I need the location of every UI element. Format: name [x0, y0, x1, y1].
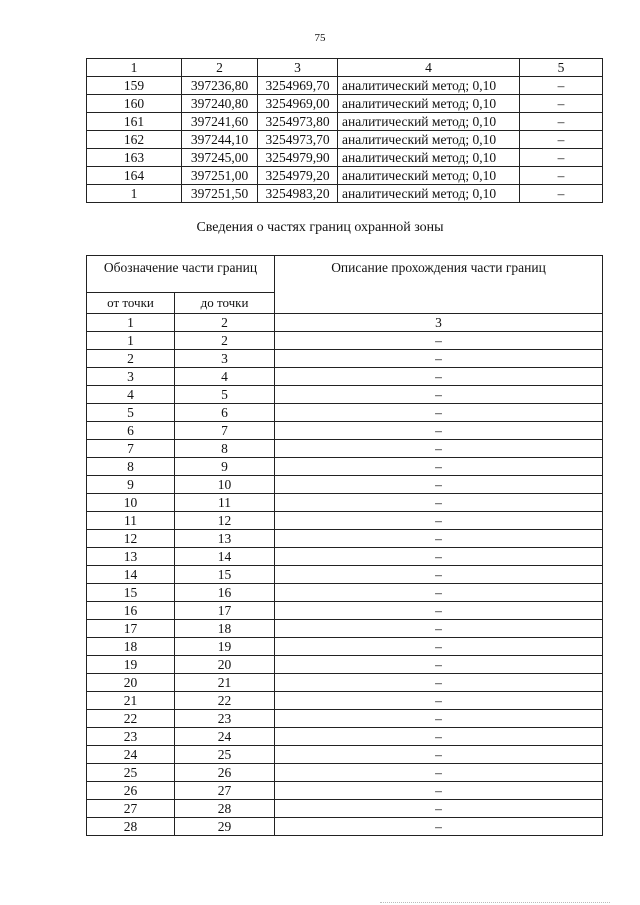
table-cell: – [275, 350, 603, 368]
table-cell: 160 [87, 95, 182, 113]
table-cell: – [275, 422, 603, 440]
table-cell: 4 [87, 386, 175, 404]
table-cell: 19 [87, 656, 175, 674]
table-cell: 23 [87, 728, 175, 746]
header-to-point: до точки [175, 293, 275, 314]
header-part-designation: Обозначение части границ [87, 256, 275, 293]
table-cell: – [275, 620, 603, 638]
table-cell: – [275, 764, 603, 782]
table-cell: – [275, 494, 603, 512]
table-cell: 7 [175, 422, 275, 440]
table-cell: 8 [175, 440, 275, 458]
table-row [87, 167, 603, 185]
column-index-cell: 2 [175, 314, 275, 332]
header-from-point: от точки [87, 293, 175, 314]
table-cell: – [275, 782, 603, 800]
table-row [87, 386, 603, 404]
table-cell: – [275, 818, 603, 836]
table-row [87, 149, 603, 167]
table-cell: 21 [87, 692, 175, 710]
table-cell: аналитический метод; 0,10 [338, 95, 520, 113]
table-row [87, 800, 603, 818]
table-cell: – [275, 656, 603, 674]
table-cell: 6 [175, 404, 275, 422]
table-cell: 397251,00 [182, 167, 258, 185]
table-cell: 3254969,00 [258, 95, 338, 113]
table-cell: 397251,50 [182, 185, 258, 203]
table-row [87, 185, 603, 203]
table-cell: – [275, 404, 603, 422]
table-row [87, 131, 603, 149]
table-cell: 25 [87, 764, 175, 782]
table-row [87, 476, 603, 494]
table-cell: 21 [175, 674, 275, 692]
table-row [87, 746, 603, 764]
table-cell: 12 [87, 530, 175, 548]
table-cell: 10 [87, 494, 175, 512]
table-cell: 11 [175, 494, 275, 512]
table-row [87, 710, 603, 728]
table-cell: 2 [87, 350, 175, 368]
table-row [87, 368, 603, 386]
table-cell: 28 [87, 818, 175, 836]
column-index-cell: 1 [87, 59, 182, 77]
table-cell: – [275, 692, 603, 710]
table-row [87, 728, 603, 746]
scan-artifact [380, 898, 610, 903]
table-cell: 18 [175, 620, 275, 638]
table-cell: 5 [175, 386, 275, 404]
table-cell: – [275, 746, 603, 764]
table-cell: 162 [87, 131, 182, 149]
header-part-description: Описание прохождения части границ [275, 256, 603, 314]
table-cell: 26 [87, 782, 175, 800]
table-row [87, 350, 603, 368]
table-cell: 29 [175, 818, 275, 836]
table-cell: аналитический метод; 0,10 [338, 149, 520, 167]
table-cell: 8 [87, 458, 175, 476]
table-cell: 3254969,70 [258, 77, 338, 95]
table-cell: аналитический метод; 0,10 [338, 113, 520, 131]
table-row [87, 566, 603, 584]
table-cell: 9 [87, 476, 175, 494]
table-cell: 26 [175, 764, 275, 782]
table-cell: 5 [87, 404, 175, 422]
table-cell: 20 [87, 674, 175, 692]
table-row [87, 692, 603, 710]
table-cell: 3254973,80 [258, 113, 338, 131]
table-cell: – [275, 548, 603, 566]
table-cell: 163 [87, 149, 182, 167]
table-cell: – [275, 710, 603, 728]
table-cell: – [275, 368, 603, 386]
table-cell: 3 [87, 368, 175, 386]
table-row [87, 440, 603, 458]
table-cell: 3254973,70 [258, 131, 338, 149]
table-row [87, 332, 603, 350]
table-cell: 12 [175, 512, 275, 530]
table-cell: 24 [87, 746, 175, 764]
table-row [87, 77, 603, 95]
table-cell: 24 [175, 728, 275, 746]
table-cell: 6 [87, 422, 175, 440]
table-cell: – [520, 113, 603, 131]
table-cell: 13 [175, 530, 275, 548]
table-row [87, 494, 603, 512]
table-cell: аналитический метод; 0,10 [338, 77, 520, 95]
table-cell: 19 [175, 638, 275, 656]
table-cell: – [275, 476, 603, 494]
table-cell: 27 [87, 800, 175, 818]
column-index-cell: 3 [258, 59, 338, 77]
table-row [87, 818, 603, 836]
table-row [87, 620, 603, 638]
table-row [87, 113, 603, 131]
table-row [87, 422, 603, 440]
table-cell: 15 [87, 584, 175, 602]
table-cell: 22 [87, 710, 175, 728]
table-cell: – [275, 566, 603, 584]
page-number: 75 [314, 32, 326, 44]
column-index-cell: 5 [520, 59, 603, 77]
table-row [87, 656, 603, 674]
table-cell: 25 [175, 746, 275, 764]
table-cell: – [520, 185, 603, 203]
table-cell: – [520, 95, 603, 113]
table-cell: 4 [175, 368, 275, 386]
table-cell: 15 [175, 566, 275, 584]
table-cell: 2 [175, 332, 275, 350]
table-header-row [87, 59, 603, 77]
table-cell: 397245,00 [182, 149, 258, 167]
table-cell: 28 [175, 800, 275, 818]
table-row [87, 548, 603, 566]
table-cell: – [275, 440, 603, 458]
table-index-row [87, 314, 603, 332]
table-cell: 397236,80 [182, 77, 258, 95]
table-cell: – [275, 530, 603, 548]
table-cell: 397240,80 [182, 95, 258, 113]
table-cell: 23 [175, 710, 275, 728]
table-cell: 397244,10 [182, 131, 258, 149]
table-row [87, 512, 603, 530]
table-cell: 3254979,20 [258, 167, 338, 185]
column-index-cell: 4 [338, 59, 520, 77]
table-cell: 3254979,90 [258, 149, 338, 167]
table-cell: – [275, 386, 603, 404]
table-cell: – [275, 638, 603, 656]
table-cell: – [520, 131, 603, 149]
section-title: Сведения о частях границ охранной зоны [196, 220, 444, 235]
table-cell: – [275, 728, 603, 746]
coordinates-table [86, 58, 603, 203]
table-cell: – [275, 674, 603, 692]
table-cell: – [520, 149, 603, 167]
table-row [87, 458, 603, 476]
table-cell: 16 [175, 584, 275, 602]
table-row [87, 584, 603, 602]
table-cell: 18 [87, 638, 175, 656]
table-cell: – [275, 800, 603, 818]
table-cell: – [520, 77, 603, 95]
table-cell: 13 [87, 548, 175, 566]
table-cell: 159 [87, 77, 182, 95]
table-cell: 17 [175, 602, 275, 620]
table-row [87, 95, 603, 113]
table-cell: – [520, 167, 603, 185]
table-row [87, 530, 603, 548]
boundary-parts-table [86, 255, 603, 836]
table-cell: 20 [175, 656, 275, 674]
table-cell: 9 [175, 458, 275, 476]
table-cell: 22 [175, 692, 275, 710]
table-row [87, 764, 603, 782]
table-cell: – [275, 584, 603, 602]
table-cell: 1 [87, 332, 175, 350]
table-cell: 1 [87, 185, 182, 203]
column-index-cell: 1 [87, 314, 175, 332]
table-cell: аналитический метод; 0,10 [338, 131, 520, 149]
table-cell: аналитический метод; 0,10 [338, 185, 520, 203]
table-cell: 10 [175, 476, 275, 494]
table-row [87, 674, 603, 692]
table-cell: 3254983,20 [258, 185, 338, 203]
table-cell: 7 [87, 440, 175, 458]
table-cell: 164 [87, 167, 182, 185]
table-cell: 27 [175, 782, 275, 800]
table-cell: – [275, 332, 603, 350]
table-cell: аналитический метод; 0,10 [338, 167, 520, 185]
table-cell: – [275, 512, 603, 530]
table-cell: 3 [175, 350, 275, 368]
table-row [87, 638, 603, 656]
table-cell: 14 [87, 566, 175, 584]
table-cell: – [275, 458, 603, 476]
table-cell: 17 [87, 620, 175, 638]
table-row [87, 782, 603, 800]
column-index-cell: 3 [275, 314, 603, 332]
table-cell: 11 [87, 512, 175, 530]
table-cell: – [275, 602, 603, 620]
table-cell: 14 [175, 548, 275, 566]
table-row [87, 404, 603, 422]
table-cell: 397241,60 [182, 113, 258, 131]
table-row [87, 602, 603, 620]
table-cell: 16 [87, 602, 175, 620]
table-cell: 161 [87, 113, 182, 131]
column-index-cell: 2 [182, 59, 258, 77]
